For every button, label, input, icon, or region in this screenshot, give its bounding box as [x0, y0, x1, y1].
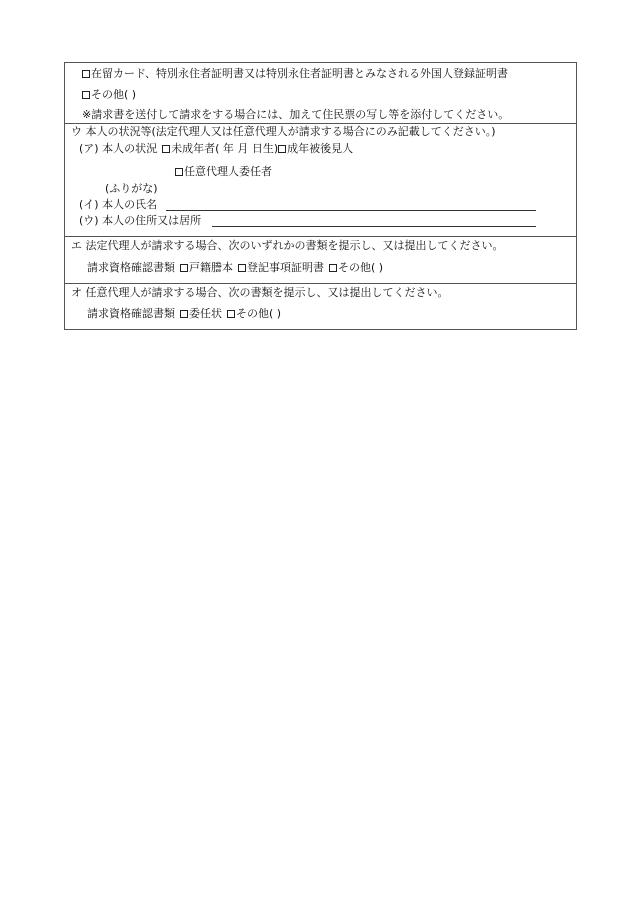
legal-other-checkbox[interactable] — [329, 264, 337, 272]
principal-name-label: (イ) 本人の氏名 — [79, 198, 158, 211]
residence-card-label: 在留カード、特別永住者証明書又は特別永住者証明書とみなされる外国人登録証明書 — [91, 67, 509, 80]
family-register-checkbox[interactable] — [180, 264, 188, 272]
voluntary-representative-section — [65, 283, 576, 329]
power-of-attorney-option — [180, 307, 222, 321]
principal-name-field[interactable] — [166, 210, 536, 211]
legal-other-label: その他( ) — [338, 261, 384, 274]
principal-status-section — [65, 123, 576, 236]
voluntary-principal-option — [175, 165, 272, 179]
legal-representative-section — [65, 236, 576, 283]
minor-option — [162, 142, 278, 156]
voluntary-representative-heading: オ 任意代理人が請求する場合、次の書類を提示し、又は提出してください。 — [71, 286, 449, 299]
voluntary-principal-checkbox[interactable] — [175, 168, 183, 176]
minor-label: 未成年者( 年 月 日生) — [171, 142, 279, 155]
voluntary-docs-label: 請求資格確認書類 — [87, 307, 175, 320]
voluntary-other-checkbox[interactable] — [227, 310, 235, 318]
registry-cert-option — [238, 261, 324, 275]
other-document-option — [82, 88, 136, 102]
registry-cert-checkbox[interactable] — [238, 264, 246, 272]
legal-representative-heading: エ 法定代理人が請求する場合、次のいずれかの書類を提示し、又は提出してください。 — [71, 239, 504, 252]
principal-address-label: (ウ) 本人の住所又は居所 — [79, 214, 202, 227]
registry-cert-label: 登記事項証明書 — [247, 261, 324, 274]
adult-ward-option — [278, 142, 353, 156]
family-register-option — [180, 261, 233, 275]
legal-other-option — [329, 261, 383, 275]
residence-card-checkbox[interactable] — [82, 70, 90, 78]
request-form-continuation — [64, 62, 577, 330]
voluntary-representative-docs-row — [87, 307, 281, 321]
principal-status-row — [79, 142, 353, 156]
mail-request-note: ※請求書を送付して請求をする場合には、加えて住民票の写し等を添付してください。 — [82, 108, 510, 121]
voluntary-other-option — [227, 307, 281, 321]
residence-card-option — [82, 67, 508, 81]
voluntary-principal-label: 任意代理人委任者 — [184, 165, 272, 178]
principal-status-heading: ウ 本人の状況等(法定代理人又は任意代理人が請求する場合にのみ記載してください。) — [71, 125, 496, 138]
furigana-label: (ふりがな) — [105, 182, 158, 195]
other-document-label: その他( ) — [91, 88, 137, 101]
power-of-attorney-checkbox[interactable] — [180, 310, 188, 318]
adult-ward-checkbox[interactable] — [278, 145, 286, 153]
principal-address-field[interactable] — [212, 226, 536, 227]
identity-documents-section — [65, 63, 576, 123]
other-document-checkbox[interactable] — [82, 91, 90, 99]
power-of-attorney-label: 委任状 — [189, 307, 222, 320]
family-register-label: 戸籍謄本 — [189, 261, 233, 274]
principal-status-label: (ア) 本人の状況 — [79, 142, 158, 155]
voluntary-other-label: その他( ) — [236, 307, 282, 320]
minor-checkbox[interactable] — [162, 145, 170, 153]
adult-ward-label: 成年被後見人 — [287, 142, 354, 155]
legal-representative-docs-row — [87, 261, 383, 275]
legal-docs-label: 請求資格確認書類 — [87, 261, 175, 274]
